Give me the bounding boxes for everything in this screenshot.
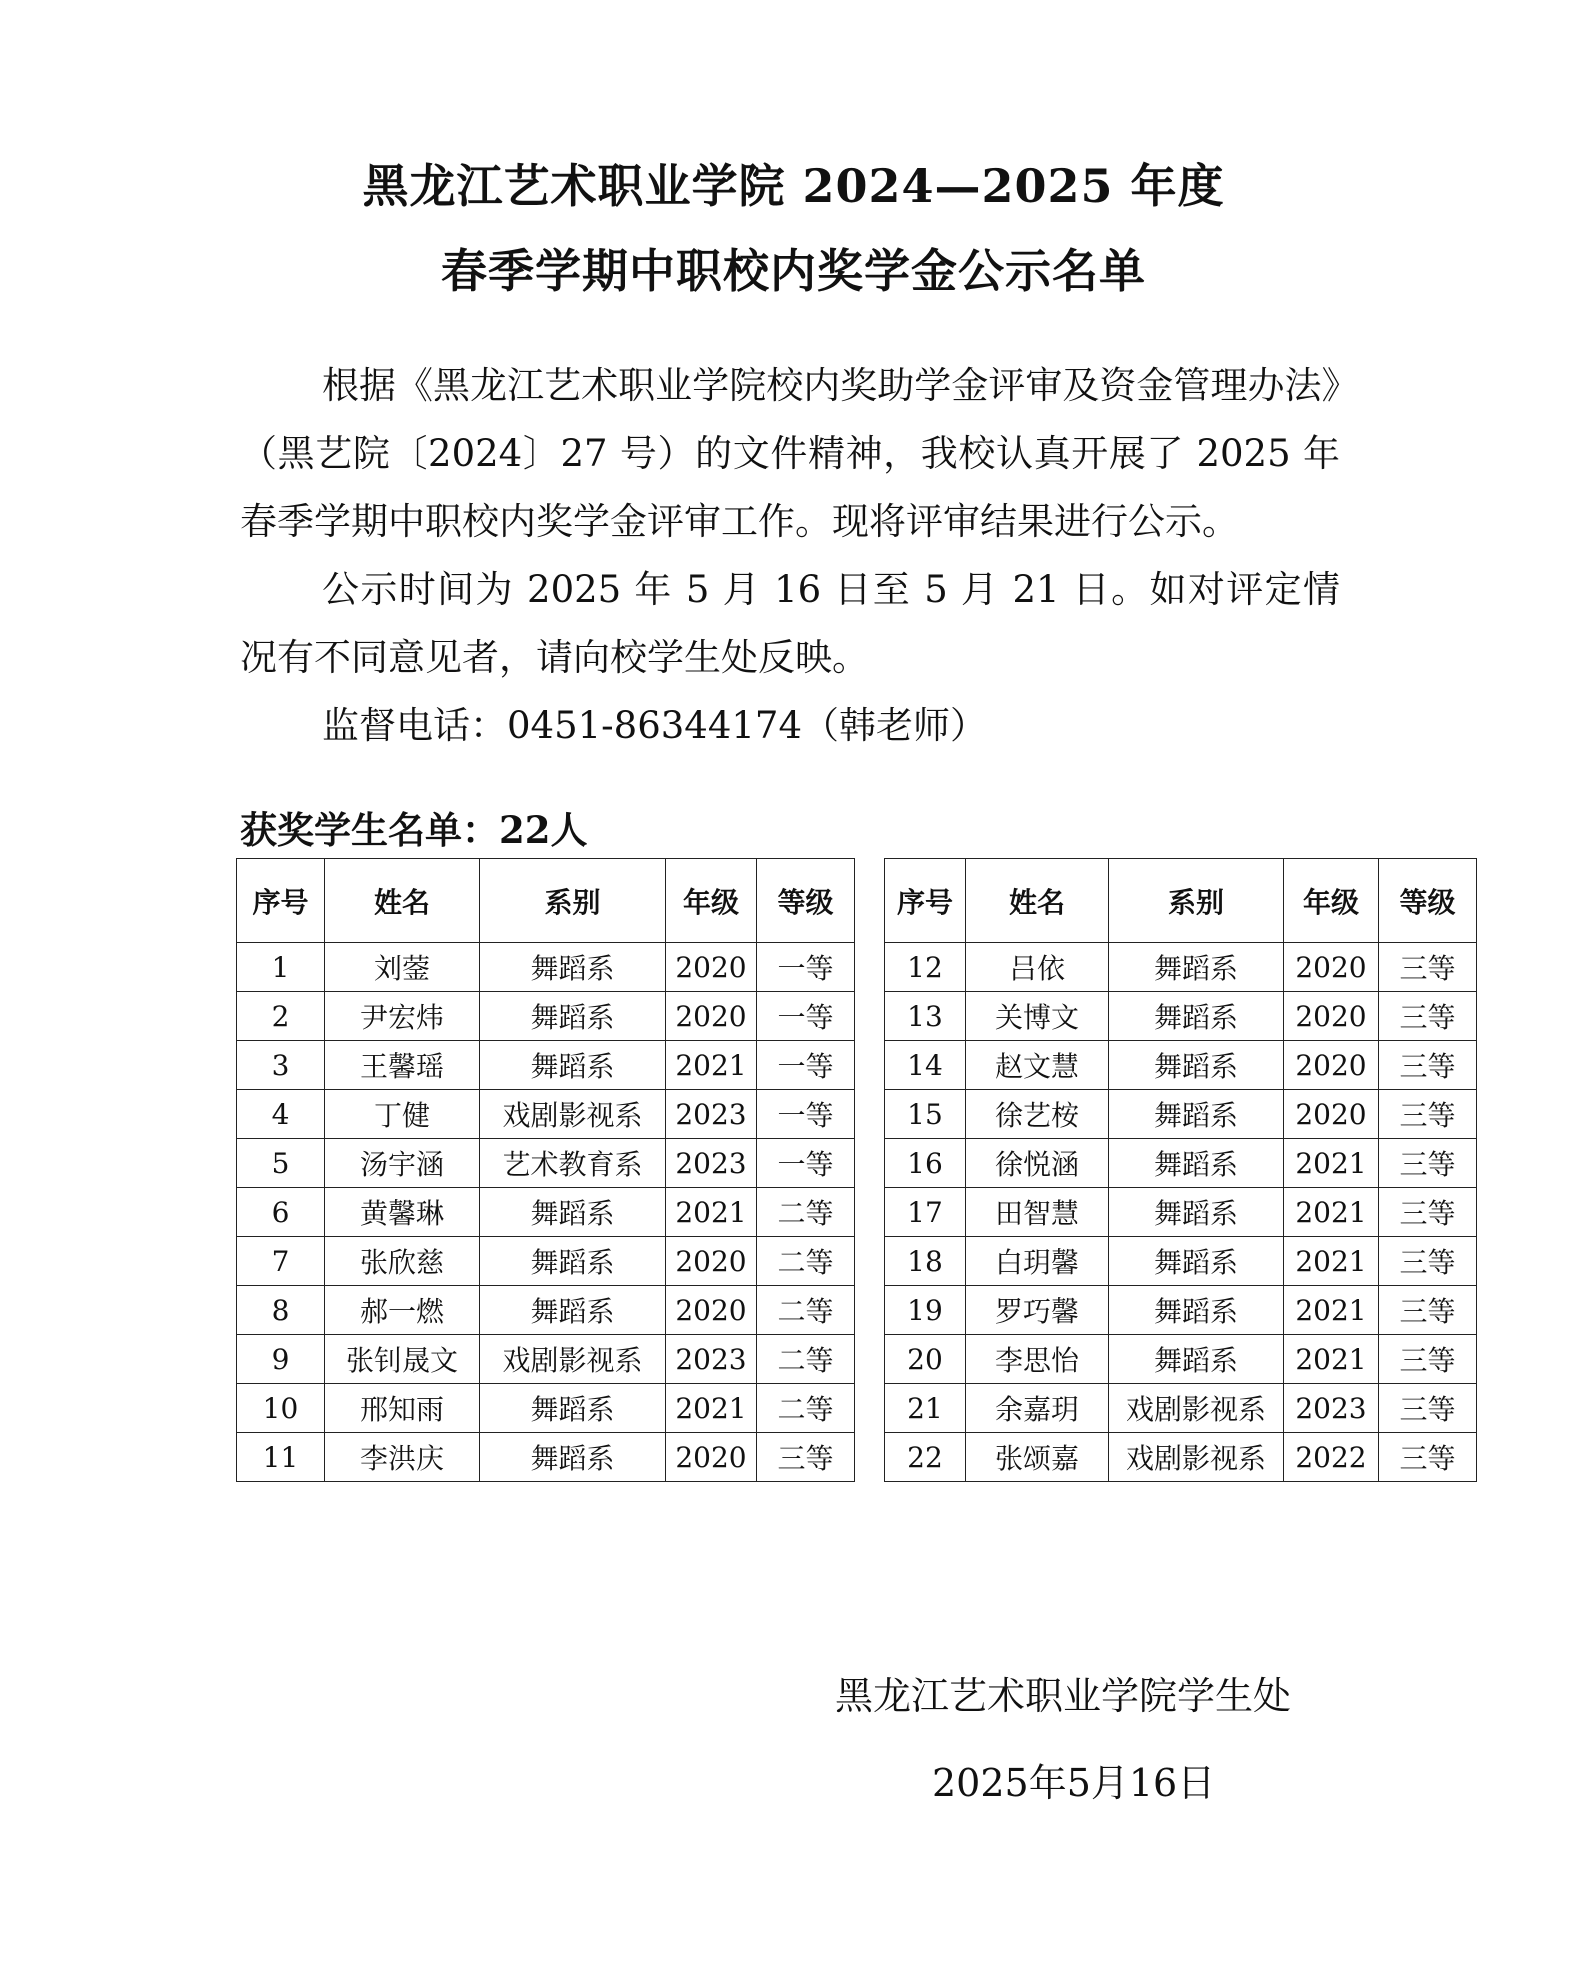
cell-grade-year: 2022 (1284, 1433, 1379, 1482)
header-grade-year: 年级 (666, 859, 757, 943)
cell-level: 一等 (757, 1139, 855, 1188)
cell-index: 11 (237, 1433, 325, 1482)
cell-level: 二等 (757, 1335, 855, 1384)
cell-index: 14 (885, 1041, 966, 1090)
cell-department: 舞蹈系 (480, 1188, 666, 1237)
cell-level: 三等 (1379, 943, 1477, 992)
award-table-right (884, 858, 1477, 1482)
cell-name: 吕依 (966, 943, 1109, 992)
table-row (885, 1188, 1477, 1237)
cell-name: 张颂嘉 (966, 1433, 1109, 1482)
cell-name: 李思怡 (966, 1335, 1109, 1384)
cell-level: 二等 (757, 1384, 855, 1433)
cell-grade-year: 2020 (1284, 943, 1379, 992)
cell-department: 舞蹈系 (480, 1237, 666, 1286)
cell-index: 12 (885, 943, 966, 992)
award-table-right-body (885, 943, 1477, 1482)
table-row (885, 1433, 1477, 1482)
issuing-organization: 黑龙江艺术职业学院学生处 (835, 1674, 1292, 1718)
cell-level: 三等 (1379, 992, 1477, 1041)
table-row (885, 1139, 1477, 1188)
cell-department: 舞蹈系 (1109, 1286, 1284, 1335)
cell-grade-year: 2023 (666, 1090, 757, 1139)
cell-name: 汤宇涵 (325, 1139, 480, 1188)
cell-name: 关博文 (966, 992, 1109, 1041)
cell-name: 李洪庆 (325, 1433, 480, 1482)
table-row (237, 1286, 855, 1335)
cell-grade-year: 2020 (666, 992, 757, 1041)
cell-name: 尹宏炜 (325, 992, 480, 1041)
cell-grade-year: 2023 (666, 1139, 757, 1188)
cell-grade-year: 2021 (1284, 1188, 1379, 1237)
cell-department: 舞蹈系 (480, 1384, 666, 1433)
cell-grade-year: 2021 (666, 1384, 757, 1433)
cell-index: 19 (885, 1286, 966, 1335)
cell-name: 王馨瑶 (325, 1041, 480, 1090)
cell-department: 舞蹈系 (480, 992, 666, 1041)
header-name: 姓名 (325, 859, 480, 943)
cell-grade-year: 2020 (1284, 1090, 1379, 1139)
cell-name: 田智慧 (966, 1188, 1109, 1237)
cell-grade-year: 2021 (1284, 1286, 1379, 1335)
cell-index: 16 (885, 1139, 966, 1188)
cell-index: 9 (237, 1335, 325, 1384)
table-row (885, 1237, 1477, 1286)
award-table-left (236, 858, 855, 1482)
cell-grade-year: 2020 (666, 943, 757, 992)
table-row (237, 1433, 855, 1482)
table-row (237, 1139, 855, 1188)
header-index: 序号 (237, 859, 325, 943)
cell-department: 戏剧影视系 (480, 1335, 666, 1384)
header-level: 等级 (757, 859, 855, 943)
award-list-heading: 获奖学生名单：22人 (240, 808, 588, 852)
cell-level: 三等 (1379, 1188, 1477, 1237)
cell-name: 张欣慈 (325, 1237, 480, 1286)
header-index: 序号 (885, 859, 966, 943)
table-row (885, 992, 1477, 1041)
table-row (237, 992, 855, 1041)
cell-department: 舞蹈系 (1109, 1188, 1284, 1237)
cell-department: 舞蹈系 (1109, 943, 1284, 992)
cell-department: 舞蹈系 (1109, 1041, 1284, 1090)
cell-index: 10 (237, 1384, 325, 1433)
cell-name: 张钊晟文 (325, 1335, 480, 1384)
cell-grade-year: 2021 (1284, 1139, 1379, 1188)
table-row (237, 1188, 855, 1237)
cell-name: 徐悦涵 (966, 1139, 1109, 1188)
cell-grade-year: 2020 (666, 1237, 757, 1286)
cell-index: 5 (237, 1139, 325, 1188)
cell-department: 舞蹈系 (480, 943, 666, 992)
cell-level: 三等 (1379, 1090, 1477, 1139)
cell-department: 舞蹈系 (1109, 992, 1284, 1041)
cell-level: 一等 (757, 1041, 855, 1090)
cell-level: 二等 (757, 1188, 855, 1237)
table-row (237, 943, 855, 992)
cell-grade-year: 2020 (666, 1433, 757, 1482)
cell-department: 艺术教育系 (480, 1139, 666, 1188)
cell-grade-year: 2020 (1284, 992, 1379, 1041)
issue-date: 2025年5月16日 (932, 1761, 1216, 1805)
cell-department: 戏剧影视系 (480, 1090, 666, 1139)
cell-department: 舞蹈系 (1109, 1090, 1284, 1139)
header-grade-year: 年级 (1284, 859, 1379, 943)
award-table-left-body (237, 943, 855, 1482)
cell-grade-year: 2023 (1284, 1384, 1379, 1433)
supervision-phone-paragraph: 监督电话：0451-86344174（韩老师） (322, 704, 987, 747)
cell-department: 舞蹈系 (480, 1041, 666, 1090)
cell-name: 刘蓥 (325, 943, 480, 992)
cell-level: 三等 (1379, 1433, 1477, 1482)
cell-department: 舞蹈系 (1109, 1139, 1284, 1188)
table-header-row (237, 859, 855, 943)
cell-level: 三等 (1379, 1286, 1477, 1335)
cell-index: 1 (237, 943, 325, 992)
cell-index: 15 (885, 1090, 966, 1139)
cell-level: 一等 (757, 992, 855, 1041)
header-level: 等级 (1379, 859, 1477, 943)
document-title-line1: 黑龙江艺术职业学院 2024—2025 年度 (362, 159, 1225, 213)
cell-name: 徐艺桉 (966, 1090, 1109, 1139)
cell-index: 6 (237, 1188, 325, 1237)
table-row (237, 1041, 855, 1090)
table-row (885, 943, 1477, 992)
cell-level: 一等 (757, 1090, 855, 1139)
cell-index: 4 (237, 1090, 325, 1139)
cell-level: 一等 (757, 943, 855, 992)
table-row (885, 1041, 1477, 1090)
table-row (885, 1090, 1477, 1139)
cell-level: 三等 (757, 1433, 855, 1482)
cell-name: 赵文慧 (966, 1041, 1109, 1090)
table-row (237, 1384, 855, 1433)
cell-level: 三等 (1379, 1335, 1477, 1384)
cell-index: 18 (885, 1237, 966, 1286)
cell-index: 21 (885, 1384, 966, 1433)
table-row (237, 1090, 855, 1139)
cell-department: 舞蹈系 (480, 1286, 666, 1335)
cell-department: 舞蹈系 (480, 1433, 666, 1482)
table-row (885, 1335, 1477, 1384)
table-row (885, 1286, 1477, 1335)
cell-level: 三等 (1379, 1237, 1477, 1286)
cell-index: 20 (885, 1335, 966, 1384)
cell-index: 17 (885, 1188, 966, 1237)
cell-index: 3 (237, 1041, 325, 1090)
header-department: 系别 (480, 859, 666, 943)
cell-department: 戏剧影视系 (1109, 1384, 1284, 1433)
cell-grade-year: 2023 (666, 1335, 757, 1384)
cell-name: 余嘉玥 (966, 1384, 1109, 1433)
cell-name: 罗巧馨 (966, 1286, 1109, 1335)
table-row (237, 1237, 855, 1286)
cell-grade-year: 2020 (1284, 1041, 1379, 1090)
cell-level: 二等 (757, 1286, 855, 1335)
cell-grade-year: 2021 (666, 1188, 757, 1237)
cell-department: 舞蹈系 (1109, 1335, 1284, 1384)
table-row (885, 1384, 1477, 1433)
cell-index: 8 (237, 1286, 325, 1335)
cell-department: 舞蹈系 (1109, 1237, 1284, 1286)
cell-name: 黄馨琳 (325, 1188, 480, 1237)
intro-paragraph: 根据《黑龙江艺术职业学院校内奖助学金评审及资金管理办法》（黑艺院〔2024〕27 号）的文件精神，我校认真开展了 2025 年春季学期中职校内奖学金评审工作。现将评审结果进行公示。 (240, 364, 1340, 543)
cell-level: 二等 (757, 1237, 855, 1286)
cell-index: 2 (237, 992, 325, 1041)
cell-level: 三等 (1379, 1041, 1477, 1090)
document-title-line2: 春季学期中职校内奖学金公示名单 (441, 244, 1146, 298)
table-row (237, 1335, 855, 1384)
cell-name: 白玥馨 (966, 1237, 1109, 1286)
cell-grade-year: 2021 (666, 1041, 757, 1090)
cell-level: 三等 (1379, 1139, 1477, 1188)
cell-grade-year: 2021 (1284, 1335, 1379, 1384)
cell-grade-year: 2020 (666, 1286, 757, 1335)
cell-index: 22 (885, 1433, 966, 1482)
cell-department: 戏剧影视系 (1109, 1433, 1284, 1482)
cell-name: 丁健 (325, 1090, 480, 1139)
cell-level: 三等 (1379, 1384, 1477, 1433)
header-department: 系别 (1109, 859, 1284, 943)
cell-grade-year: 2021 (1284, 1237, 1379, 1286)
cell-name: 郝一燃 (325, 1286, 480, 1335)
header-name: 姓名 (966, 859, 1109, 943)
publicity-period-paragraph: 公示时间为 2025 年 5 月 16 日至 5 月 21 日。如对评定情况有不同意见者，请向校学生处反映。 (240, 568, 1340, 679)
table-header-row (885, 859, 1477, 943)
cell-index: 13 (885, 992, 966, 1041)
cell-name: 邢知雨 (325, 1384, 480, 1433)
cell-index: 7 (237, 1237, 325, 1286)
